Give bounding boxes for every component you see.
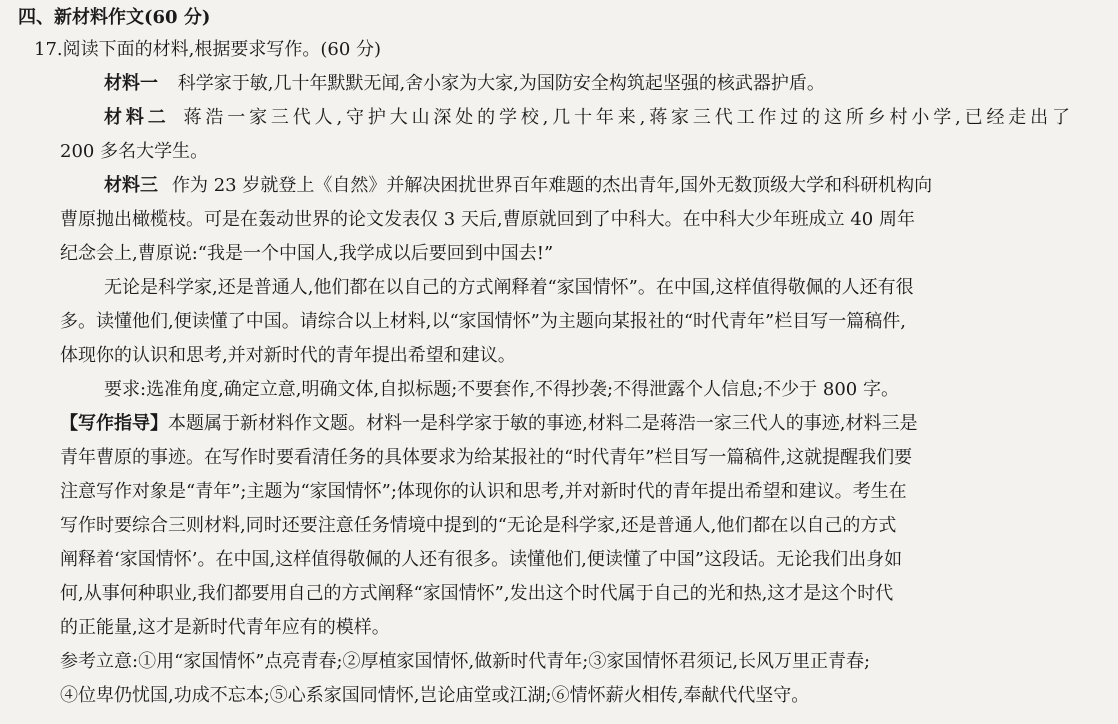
guide-line-3: 注意写作对象是“青年”;主题为“家国情怀”;体现你的认识和思考,并对新时代的青年提出希望和建议。考生在 <box>60 481 907 502</box>
section-title: 四、新材料作文(60 分) <box>18 7 211 28</box>
guide-text-1: 本题属于新材料作文题。材料一是科学家于敏的事迹,材料二是蒋浩一家三代人的事迹,材料三是 <box>168 413 918 434</box>
question-stem: 17.阅读下面的材料,根据要求写作。(60 分) <box>34 39 382 60</box>
reference-line-2: ④位卑仍忧国,功成不忘本;⑤心系家国同情怀,岂论庙堂或江湖;⑥情怀薪火相传,奉献代代坚守。 <box>60 685 810 706</box>
prompt-line-3: 体现你的认识和思考,并对新时代的青年提出希望和建议。 <box>60 345 516 366</box>
material-2-line-2: 200 多名大学生。 <box>60 141 209 162</box>
material-3-line-2: 曹原抛出橄榄枝。可是在轰动世界的论文发表仅 3 天后,曹原就回到了中科大。在中科大少年班成立 40 周年 <box>60 209 915 230</box>
material-1-text: 科学家于敏,几十年默默无闻,舍小家为大家,为国防安全构筑起坚强的核武器护盾。 <box>177 73 825 94</box>
prompt-line-1: 无论是科学家,还是普通人,他们都在以自己的方式阐释着“家国情怀”。在中国,这样值得敬佩的人还有很 <box>104 277 914 298</box>
material-3-line-3: 纪念会上,曹原说:“我是一个中国人,我学成以后要回到中国去!” <box>60 243 554 264</box>
material-1-label: 材料一 <box>104 73 158 94</box>
guide-line-2: 青年曹原的事迹。在写作时要看清任务的具体要求为给某报社的“时代青年”栏目写一篇稿件,这就提醒我们要 <box>60 447 913 468</box>
prompt-line-2: 多。读懂他们,便读懂了中国。请综合以上材料,以“家国情怀”为主题向某报社的“时代青年”栏目写一篇稿件, <box>60 311 906 332</box>
material-3-label: 材料三 <box>104 175 158 196</box>
material-1 <box>104 72 1078 96</box>
material-3-line-1 <box>104 174 1078 198</box>
guide-line-5: 阐释着‘家国情怀’。在中国,这样值得敬佩的人还有很多。读懂他们,便读懂了中国”这段话。无论我们出身如 <box>60 549 903 570</box>
material-2-label: 材料二 <box>104 107 170 128</box>
guide-line-4: 写作时要综合三则材料,同时还要注意任务情境中提到的“无论是科学家,还是普通人,他们都在以自己的方式 <box>60 515 897 536</box>
requirement: 要求:选准角度,确定立意,明确文体,自拟标题;不要套作,不得抄袭;不得泄露个人信息;不少于 800 字。 <box>104 379 899 400</box>
guide-line-7: 的正能量,这才是新时代青年应有的模样。 <box>60 617 390 638</box>
guide-tag: 【写作指导】 <box>60 413 168 434</box>
reference-line-1: 参考立意:①用“家国情怀”点亮青春;②厚植家国情怀,做新时代青年;③家国情怀君须记,长风万里正青春; <box>60 651 871 672</box>
material-2-line-1 <box>104 106 1070 130</box>
material-3-text-1: 作为 23 岁就登上《自然》并解决困扰世界百年难题的杰出青年,国外无数顶级大学和科研机构向 <box>172 175 933 196</box>
guide-line-1 <box>60 412 1078 436</box>
guide-line-6: 何,从事何种职业,我们都要用自己的方式阐释“家国情怀”,发出这个时代属于自己的光和热,这才是这个时代 <box>60 583 894 604</box>
material-2-text-1: 蒋浩一家三代人,守护大山深处的学校,几十年来,蒋家三代工作过的这所乡村小学,已经走出了 <box>183 107 1070 128</box>
